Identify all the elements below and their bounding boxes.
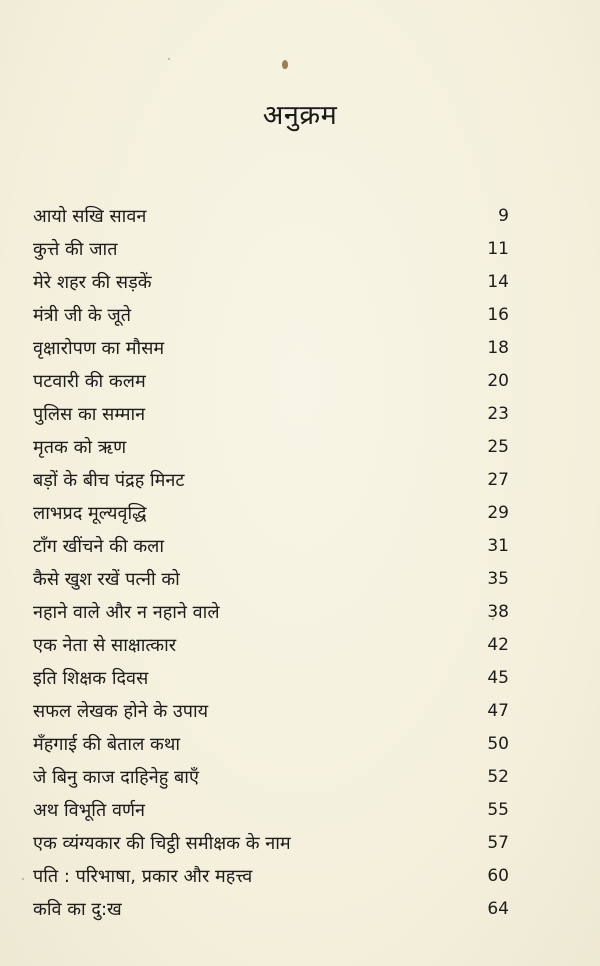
toc-entry-title: एक नेता से साक्षात्कार	[33, 635, 177, 656]
toc-entry	[33, 398, 509, 431]
toc-entry-title: पटवारी की कलम	[33, 371, 146, 392]
toc-entry-page: 31	[487, 536, 509, 556]
toc-entry-title: वृक्षारोपण का मौसम	[33, 338, 165, 359]
page-title: अनुक्रम	[262, 100, 338, 131]
toc-entry	[33, 827, 509, 860]
toc-entry	[33, 365, 509, 398]
toc-entry-page: 27	[487, 470, 509, 490]
toc-entry	[33, 530, 509, 563]
toc-entry-title: मँहगाई की बेताल कथा	[33, 734, 180, 755]
toc-entry	[33, 563, 509, 596]
toc-entry-title: बड़ों के बीच पंद्रह मिनट	[33, 470, 185, 491]
toc-entry-title: मेरे शहर की सड़कें	[33, 272, 152, 293]
toc-entry-page: 35	[487, 569, 509, 589]
toc-entry	[33, 662, 509, 695]
toc-entry-page: 50	[487, 734, 509, 754]
toc-entry-page: 42	[487, 635, 509, 655]
toc-entry-page: 9	[498, 206, 509, 226]
toc-entry-title: कवि का दु:ख	[33, 899, 122, 920]
toc-entry-page: 29	[487, 503, 509, 523]
toc-entry-title: नहाने वाले और न नहाने वाले	[33, 602, 220, 623]
toc-entry-page: 11	[487, 239, 509, 259]
toc-entry-page: 52	[487, 767, 509, 787]
toc-entry-page: 45	[487, 668, 509, 688]
toc-entry-page: 47	[487, 701, 509, 721]
toc-entry	[33, 299, 509, 332]
toc-entry	[33, 629, 509, 662]
toc-entry-title: आयो सखि सावन	[33, 206, 147, 227]
toc-entry-title: पति : परिभाषा, प्रकार और महत्त्व	[33, 866, 253, 887]
toc-entry-page: 25	[487, 437, 509, 457]
toc-entry	[33, 200, 509, 233]
paper-speck	[22, 878, 24, 880]
ink-blot	[282, 60, 288, 69]
toc-entry	[33, 761, 509, 794]
toc-entry	[33, 497, 509, 530]
toc-entry-page: 57	[487, 833, 509, 853]
paper-speck	[168, 58, 170, 60]
table-of-contents	[33, 200, 509, 926]
toc-entry-title: पुलिस का सम्मान	[33, 404, 146, 425]
toc-entry-title: मंत्री जी के जूते	[33, 305, 131, 326]
toc-entry-page: 64	[487, 899, 509, 919]
toc-entry-title: सफल लेखक होने के उपाय	[33, 701, 209, 722]
toc-entry-page: 23	[487, 404, 509, 424]
toc-entry-title: मृतक को ऋण	[33, 437, 127, 458]
toc-entry	[33, 728, 509, 761]
toc-entry	[33, 794, 509, 827]
toc-entry-title: कैसे खुश रखें पत्नी को	[33, 569, 180, 590]
toc-entry-title: जे बिनु काज दाहिनेहु बाएँ	[33, 767, 199, 788]
toc-entry	[33, 233, 509, 266]
toc-entry-title: एक व्यंग्यकार की चिट्ठी समीक्षक के नाम	[33, 833, 291, 854]
toc-entry	[33, 431, 509, 464]
toc-entry-title: अथ विभूति वर्णन	[33, 800, 145, 821]
toc-entry	[33, 266, 509, 299]
toc-entry-title: कुत्ते की जात	[33, 239, 118, 260]
toc-entry-title: इति शिक्षक दिवस	[33, 668, 149, 689]
toc-entry	[33, 695, 509, 728]
toc-entry-page: 14	[487, 272, 509, 292]
toc-entry-title: टाँग खींचने की कला	[33, 536, 165, 557]
toc-entry-page: 55	[487, 800, 509, 820]
toc-entry	[33, 464, 509, 497]
toc-entry	[33, 860, 509, 893]
toc-entry-page: 18	[487, 338, 509, 358]
toc-entry-page: 38	[487, 602, 509, 622]
toc-entry	[33, 596, 509, 629]
toc-entry	[33, 893, 509, 926]
toc-entry-title: लाभप्रद मूल्यवृद्धि	[33, 503, 147, 524]
toc-entry-page: 20	[487, 371, 509, 391]
toc-entry-page: 60	[487, 866, 509, 886]
toc-entry-page: 16	[487, 305, 509, 325]
toc-entry	[33, 332, 509, 365]
